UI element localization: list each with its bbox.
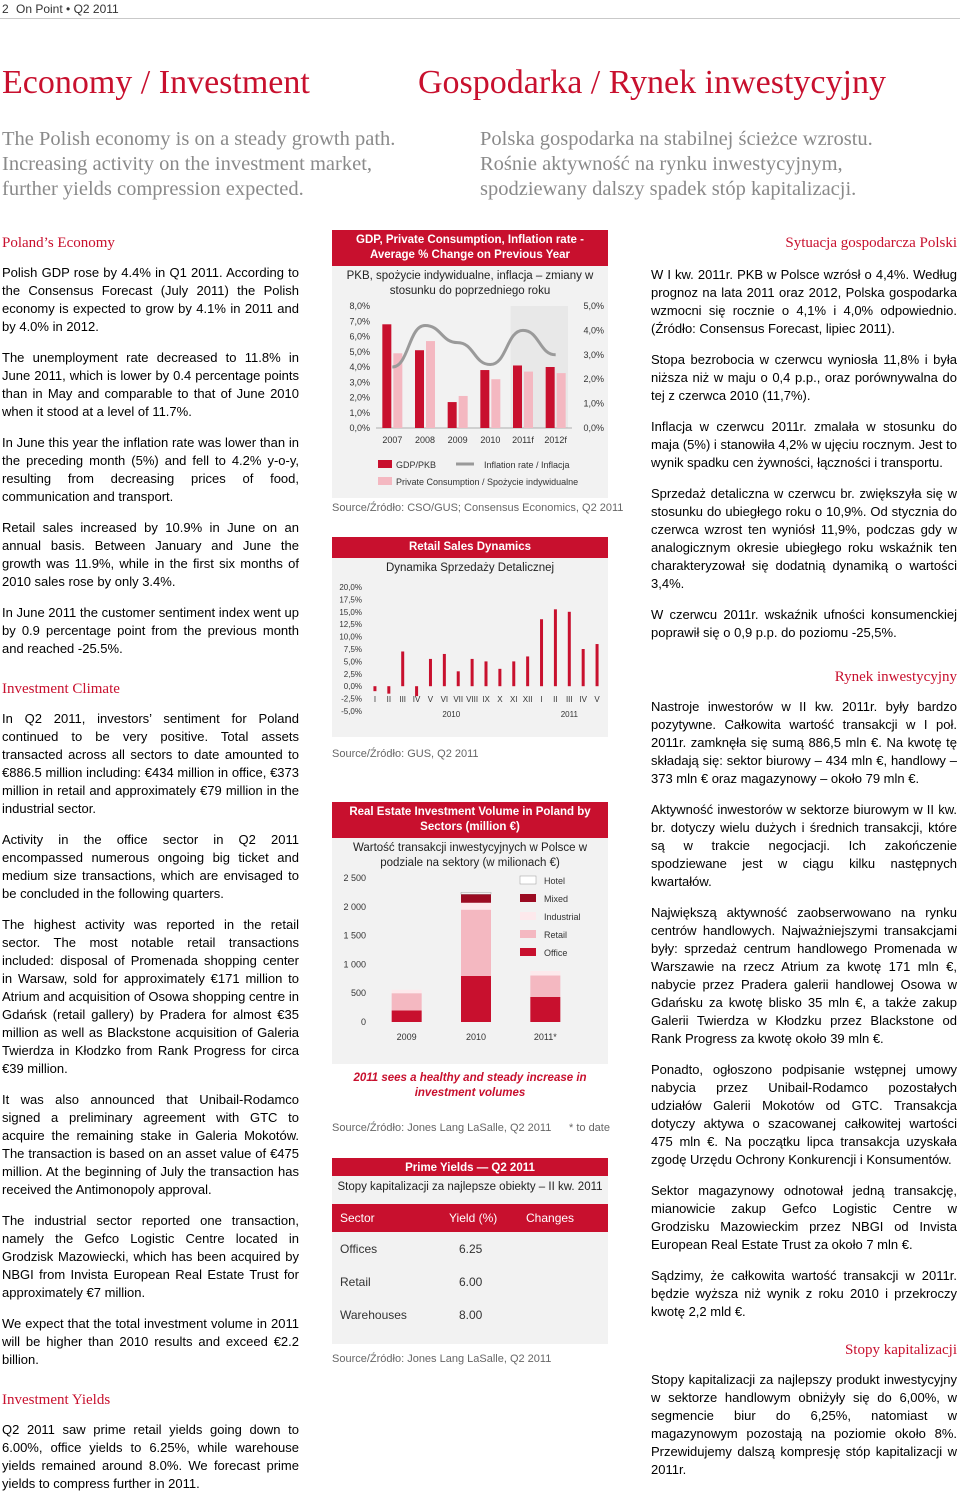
legend-label: GDP/PKB (396, 460, 437, 470)
section-heading: Rynek inwestycyjny (834, 669, 957, 685)
chart-subtitle: PKB, spożycie indywidualne, inflacja – zmiany w stosunku do poprzedniego roku (332, 266, 608, 299)
y-tick-label: 5,0% (343, 657, 362, 667)
legend-label: Hotel (544, 876, 566, 886)
consumption-bar (524, 372, 533, 428)
paragraph: W I kw. 2011r. PKB w Polsce wzrósł o 4,4%. Według prognoz na lata 2011 oraz 2012, Polska gospodarka wzmocni się rocznie o 4,1% i 4,0% odpowiednio. (Źródło: Consensus Forecast, lipiec 2011). (651, 267, 957, 336)
y2-tick-label: 3,0% (583, 349, 604, 360)
chart-subtitle: Wartość transakcji inwestycyjnych w Polsce w podziale na sektory (w milionach €) (332, 838, 608, 871)
chart-note: 2011 sees a healthy and steady increase in investment volumes (353, 1072, 587, 1099)
y-tick-label: 8,0% (349, 301, 370, 311)
retail-bar (373, 686, 376, 691)
chart-title: GDP, Private Consumption, Inflation rate - (356, 234, 584, 246)
y-tick-label: 3,0% (349, 377, 370, 388)
volume-chart-box (332, 802, 608, 1064)
running-title: On Point • Q2 2011 (16, 2, 119, 16)
x-tick-label: VIII (466, 695, 479, 705)
consumption-bar (459, 396, 468, 428)
y-tick-label: 1 000 (343, 959, 366, 970)
gdp-bar (513, 365, 522, 428)
header-rule (0, 18, 960, 19)
retail-bar (568, 612, 571, 686)
intro-en-line: The Polish economy is on a steady growth path. (2, 128, 396, 150)
retail-chart (332, 575, 608, 737)
column-header: Sector (340, 1211, 375, 1225)
section-heading: Sytuacja gospodarcza Polski (785, 235, 957, 251)
x-tick-label: 2009 (447, 435, 468, 445)
gdp-chart-header (332, 230, 608, 266)
x-tick-label: X (497, 695, 503, 705)
intro-pl (480, 127, 958, 202)
x-tick-label: 2010 (480, 435, 501, 445)
y-tick-label: 10,0% (339, 632, 362, 642)
stacked-bar-retail (392, 993, 422, 1010)
paragraph: In Q2 2011, investors’ sentiment for Poland continued to be very positive. Total assets transacted across all sectors to date amounted to €886.5 million including: €434 million in office, €373 million in retail and approximately €79 million in the industrial sector. (2, 711, 299, 816)
intro-pl-line: Rośnie aktywność na rynku inwestycyjnym, (480, 153, 843, 175)
y-tick-label: 12,5% (339, 620, 362, 630)
legend-label: Retail (544, 930, 568, 940)
running-header (0, 0, 960, 20)
y2-tick-label: 5,0% (583, 301, 604, 311)
yields-table-columns (332, 1204, 608, 1232)
paragraph: Nastroje inwestorów w II kw. 2011r. były bardzo pozytywne. Całkowita wartość transakcji w I poł. 2011r. zamknęła się sumą 886,5 mln €. Na kwotę tę składają się: sektor biurowy – 434 mln €, handlowy – 373 mln € oraz magazynowy – około 79 mln €. (651, 699, 957, 786)
table-source: Source/Źródło: Jones Lang LaSalle, Q2 2011 (332, 1353, 552, 1365)
x-tick-label: XI (509, 695, 518, 705)
legend-swatch-consumption (378, 477, 392, 485)
x-tick-label: 2007 (382, 435, 403, 445)
x-tick-label: XII (522, 695, 533, 705)
yields-table-body (332, 1234, 608, 1333)
y2-tick-label: 4,0% (583, 325, 604, 336)
x-tick-label: V (594, 695, 600, 705)
volume-chart-header (332, 802, 608, 838)
x-tick-label: 2011* (533, 1032, 557, 1042)
table-cell: Offices (340, 1242, 378, 1256)
paragraph: Stopy kapitalizacji za najlepszy produkt inwestycyjny w sektorze handlowym obniżyły się do 6,00%, w segmencie biur do 6,25%, natomiast w magazynowym pozostają na poziomie około 8%. Przewidujemy dalszą kompresję stóp kapitalizacji w 2011r. (651, 1372, 957, 1477)
volume-chart (332, 870, 608, 1050)
y-tick-label: 0 (360, 1017, 366, 1027)
consumption-bar (491, 379, 500, 428)
paragraph: In June this year the inflation rate was lower than in the preceding month (5%) and fell to 4.2% y-o-y, resulting from decreasing prices of food, communication and transport. (2, 435, 299, 504)
chart-footnote: * to date (569, 1122, 610, 1134)
stacked-bar-industrial (392, 990, 422, 993)
retail-bar (387, 686, 390, 693)
year-label: 2010 (442, 710, 461, 720)
y-tick-label: 500 (350, 988, 366, 999)
y-tick-label: 17,5% (339, 595, 362, 605)
y-tick-label: 2 500 (343, 873, 366, 883)
y2-tick-label: 2,0% (583, 374, 604, 385)
table-cell: 8.00 (459, 1308, 483, 1322)
x-tick-label: I (373, 695, 377, 705)
x-tick-label: IV (412, 695, 421, 705)
legend-swatch-retail (520, 930, 536, 938)
paragraph: In June 2011 the customer sentiment index went up by 0.9 percentage point from the previous month and reached -25.5%. (2, 605, 299, 656)
paragraph: It was also announced that Unibail-Rodamco signed a preliminary agreement with GTC to acquire the remaining stake in Galeria Mokotów. The transaction is based on an asset value of €475 million. At the beginning of July the transaction has received the Antimonopoly approval. (2, 1092, 299, 1197)
paragraph: The industrial sector reported one transaction, namely the Gefco Logistic Centre located in Grodzisk Mazowiecki, which has been acquired by NBGI from Invista European Real Estate Trust for approximately €7 million. (2, 1213, 299, 1300)
table-cell: 6.25 (459, 1242, 483, 1256)
year-label: 2011 (560, 710, 578, 720)
retail-bar (401, 651, 404, 686)
y-tick-label: -2,5% (341, 694, 362, 704)
gdp-bar (382, 324, 391, 428)
intro-en-line: Increasing activity on the investment market, (2, 153, 373, 175)
legend-label: Industrial (544, 912, 581, 922)
retail-bar (512, 661, 515, 686)
table-cell: 6.00 (459, 1275, 483, 1289)
chart-source: Source/Źródło: CSO/GUS; Consensus Economics, Q2 2011 (332, 502, 624, 514)
gdp-bar (480, 370, 489, 428)
y-tick-label: 7,0% (349, 316, 370, 327)
chart-title: Retail Sales Dynamics (408, 541, 532, 553)
stacked-bar-industrial (461, 903, 491, 910)
stacked-bar-office (530, 997, 560, 1022)
legend-swatch-industrial (520, 912, 536, 920)
retail-bar (540, 619, 543, 686)
legend-swatch-hotel (520, 876, 536, 884)
paragraph: Inflacja w czerwcu 2011r. zmalała w stosunku do maja (5%) i stanowiła 4,2% w ujęciu rocznym. Jest to wynik spadku cen żywności, łączności i transportu. (651, 419, 957, 470)
table-title: Prime Yields — Q2 2011 (405, 1162, 535, 1174)
section-heading: Poland’s Economy (2, 235, 115, 251)
y-tick-label: 20,0% (339, 583, 362, 592)
retail-bar (596, 644, 599, 686)
intro-en-line: further yields compression expected. (2, 178, 304, 200)
left-column (2, 234, 299, 1506)
title-en: Economy / Investment (2, 64, 310, 101)
stacked-bar-office (461, 976, 491, 1022)
intro-en (2, 127, 472, 202)
legend-swatch-mixed (520, 894, 536, 902)
page-number: 2 (2, 2, 9, 16)
column-header: Changes (526, 1211, 575, 1225)
stacked-bar-office (392, 1010, 422, 1022)
x-tick-label: II (553, 695, 558, 705)
retail-bar (443, 654, 446, 686)
retail-chart-header (332, 537, 608, 558)
legend-label: Inflation rate / Inflacja (484, 460, 570, 470)
gdp-bar (415, 350, 424, 428)
consumption-bar (557, 373, 566, 428)
stacked-bar-retail (530, 976, 560, 997)
gdp-chart-box (332, 230, 608, 498)
paragraph: Activity in the office sector in Q2 2011 encompassed numerous ongoing big ticket and medium size transactions, which are envisaged to be concluded in the following quarters. (2, 832, 299, 901)
stacked-bar-retail (461, 910, 491, 976)
gdp-chart (332, 294, 608, 498)
paragraph: Sprzedaż detaliczna w czerwcu br. zwiększyła się w stosunku do ubiegłego roku o 10,9%. Od stycznia do czerwca wzrost ten wyniósł 11,9%, podczas gdy w analogicznym okresie ubiegłego roku wskaźnik ten charakteryzował się dodatnią dynamiką o wartości 3,4%. (651, 486, 957, 591)
consumption-bar (426, 341, 435, 428)
stacked-bar-industrial (530, 971, 560, 976)
paragraph: Aktywność inwestorów w sektorze biurowym w II kw. br. dotyczy wielu dużych i średnich transakcji, które są w trakcie negocjacji. Ich zakończenie spodziewane jest w ciągu kilku następnych kwartałów. (651, 802, 957, 889)
paragraph: Stopa bezrobocia w czerwcu wyniosła 11,8% i była niższa niż w maju o 0,4 p.p., oraz porównywalna do tej z czerwca 2010 (11,7%). (651, 352, 957, 403)
x-tick-label: VII (453, 695, 464, 705)
y-tick-label: 1 500 (343, 930, 366, 941)
y-tick-label: 7,5% (343, 645, 362, 654)
column-header: Yield (%) (449, 1211, 498, 1225)
x-tick-label: I (540, 695, 543, 705)
legend-label: Mixed (544, 894, 569, 904)
paragraph: We expect that the total investment volume in 2011 will be higher than 2010 results and exceed €2.2 billion. (2, 1316, 299, 1367)
right-column (651, 234, 957, 1492)
chart-source: Source/Źródło: Jones Lang LaSalle, Q2 2011 (332, 1122, 552, 1134)
y-tick-label: 15,0% (339, 607, 362, 617)
y-tick-label: 2,5% (343, 669, 362, 679)
paragraph: Sądzimy, że całkowita wartość transakcji w 2011r. będzie wyższa niż wynik z roku 2010 i przekroczy kwotę 2,2 mld €. (651, 1268, 957, 1319)
paragraph: W czerwcu 2011r. wskaźnik ufności konsumenckiej poprawił się o 0,9 p.p. do poziomu -25,5%. (651, 607, 957, 640)
retail-bar (485, 661, 488, 686)
chart-subtitle: Dynamika Sprzedaży Detalicznej (332, 558, 608, 576)
paragraph: The unemployment rate decreased to 11.8% in June 2011, which is lower by 0.4 percentage points than in May and comparable to that of June 2010 when it stood at a level of 11.7%. (2, 350, 299, 419)
paragraph: Sektor magazynowy odnotował jedną transakcję, mianowicie zakup Gefco Logistic Centre w Grodzisku Mazowieckim przez NBGI od Invista European Real Estate Trust za około 7 mln €. (651, 1183, 957, 1252)
retail-chart-box (332, 537, 608, 737)
yields-table-box (332, 1158, 608, 1344)
paragraph: Ponadto, ogłoszono podpisanie wstępnej umowy nabycia przez Unibail-Rodamco pozostałych udziałów Galerii Mokotów od GTC. Transakcja dotyczy aktywa o szacowanej całkowitej wartości 475 mln €. Na początku lipca transakcja uzyskała zgodę Urzędu Ochrony Konkurencji i Konsumentów. (651, 1062, 957, 1167)
x-tick-label: III (565, 695, 573, 705)
retail-bar (582, 649, 585, 686)
y-tick-label: 4,0% (349, 362, 370, 372)
chart-title: Average % Change on Previous Year (369, 249, 571, 261)
table-subtitle: Stopy kapitalizacji za najlepsze obiekty – II kw. 2011 (332, 1176, 608, 1199)
stacked-bar-mixed (461, 894, 491, 903)
paragraph: Retail sales increased by 10.9% in June on an annual basis. Between January and June the growth was 11.9%, while in the first six months of 2010 sales rose by only 3.4%. (2, 520, 299, 589)
legend-label: Private Consumption / Spożycie indywidualne (396, 477, 579, 487)
x-tick-label: 2010 (465, 1032, 487, 1042)
table-cell: Warehouses (340, 1308, 407, 1322)
legend-label: Office (544, 948, 568, 958)
y-tick-label: 1,0% (349, 407, 370, 418)
gdp-bar (546, 367, 555, 428)
section-heading: Investment Yields (2, 1392, 111, 1408)
stacked-bar-hotel (461, 892, 491, 894)
x-tick-label: 2011f (512, 435, 534, 445)
retail-bar (457, 671, 460, 686)
title-pl: Gospodarka / Rynek inwestycyjny (418, 64, 886, 101)
legend-swatch-gdp (378, 460, 392, 468)
y-tick-label: 2,0% (349, 392, 370, 403)
y-tick-label: 6,0% (349, 331, 370, 342)
legend-swatch-office (520, 948, 536, 956)
y2-tick-label: 1,0% (583, 398, 604, 409)
x-tick-label: VI (440, 695, 449, 705)
paragraph: Polish GDP rose by 4.4% in Q1 2011. According to the Consensus Forecast (July 2011) the Polish economy is expected to grow by 4.1% in 2011 and by 4.0% in 2012. (2, 265, 299, 334)
retail-bar (429, 659, 432, 686)
retail-bar (471, 659, 474, 686)
retail-bar (554, 609, 557, 686)
table-cell: Retail (340, 1275, 371, 1289)
intro-pl-line: Polska gospodarka na stabilnej ścieżce wzrostu. (480, 128, 873, 150)
y-tick-label: 0,0% (349, 423, 370, 433)
retail-bar (526, 656, 529, 686)
x-tick-label: 2008 (414, 435, 436, 445)
x-tick-label: IX (482, 695, 490, 705)
chart-title: Real Estate Investment Volume in Poland by Sectors (million €) (349, 806, 591, 833)
y-tick-label: 2 000 (343, 901, 366, 912)
x-tick-label: 2009 (396, 1032, 417, 1042)
table-row (332, 1234, 608, 1267)
y-tick-label: -5,0% (341, 707, 362, 716)
x-tick-label: III (399, 695, 407, 705)
table-row (332, 1300, 608, 1333)
retail-bar (498, 669, 501, 686)
paragraph: The highest activity was reported in the retail sector. The most notable retail transactions included: disposal of Promenada shopping center in Warsaw, sold for approximately €171 million to Atrium and acquisition of Osowa shopping centre in Gdańsk (retail gallery) by Pradera for almost €35 million as well as Blackstone acquisition of Galeria Twierdza in Kłodzko from Rank Progress for circa €39 million. (2, 917, 299, 1076)
gdp-bar (448, 402, 457, 428)
x-tick-label: IV (579, 695, 587, 705)
x-tick-label: 2012f (544, 435, 567, 445)
intro-pl-line: spodziewany dalszy spadek stóp kapitalizacji. (480, 178, 857, 200)
paragraph: Największą aktywność zaobserwowano na rynku centrów handlowych. Najważniejszymi transakcjami były: sprzedaż centrum handlowego Promenada w Warszawie na rzecz Atrium za kwotę 171 mln €, nabycie przez Pradera galerii handlowej Osowa w Gdańsku za kwotę blisko 35 mln €, a także zakup Galerii Twierdza w Kłodzku przez Blackstone od Rank Progress za kwotę około 39 mln €. (651, 905, 957, 1046)
y-tick-label: 5,0% (349, 346, 370, 357)
y2-tick-label: 0,0% (583, 423, 604, 433)
table-row (332, 1267, 608, 1300)
section-heading: Investment Climate (2, 681, 120, 697)
paragraph: Q2 2011 saw prime retail yields going down to 6.00%, office yields to 6.25%, while warehouse yields remained around 8.0%. We forecast prime yields to compress further in 2011. (2, 1422, 299, 1491)
yields-table-header (332, 1158, 608, 1176)
section-heading: Stopy kapitalizacji (844, 1342, 957, 1358)
x-tick-label: II (386, 695, 392, 705)
x-tick-label: V (427, 695, 434, 705)
chart-source: Source/Źródło: GUS, Q2 2011 (332, 748, 479, 760)
y-tick-label: 0,0% (343, 682, 362, 692)
